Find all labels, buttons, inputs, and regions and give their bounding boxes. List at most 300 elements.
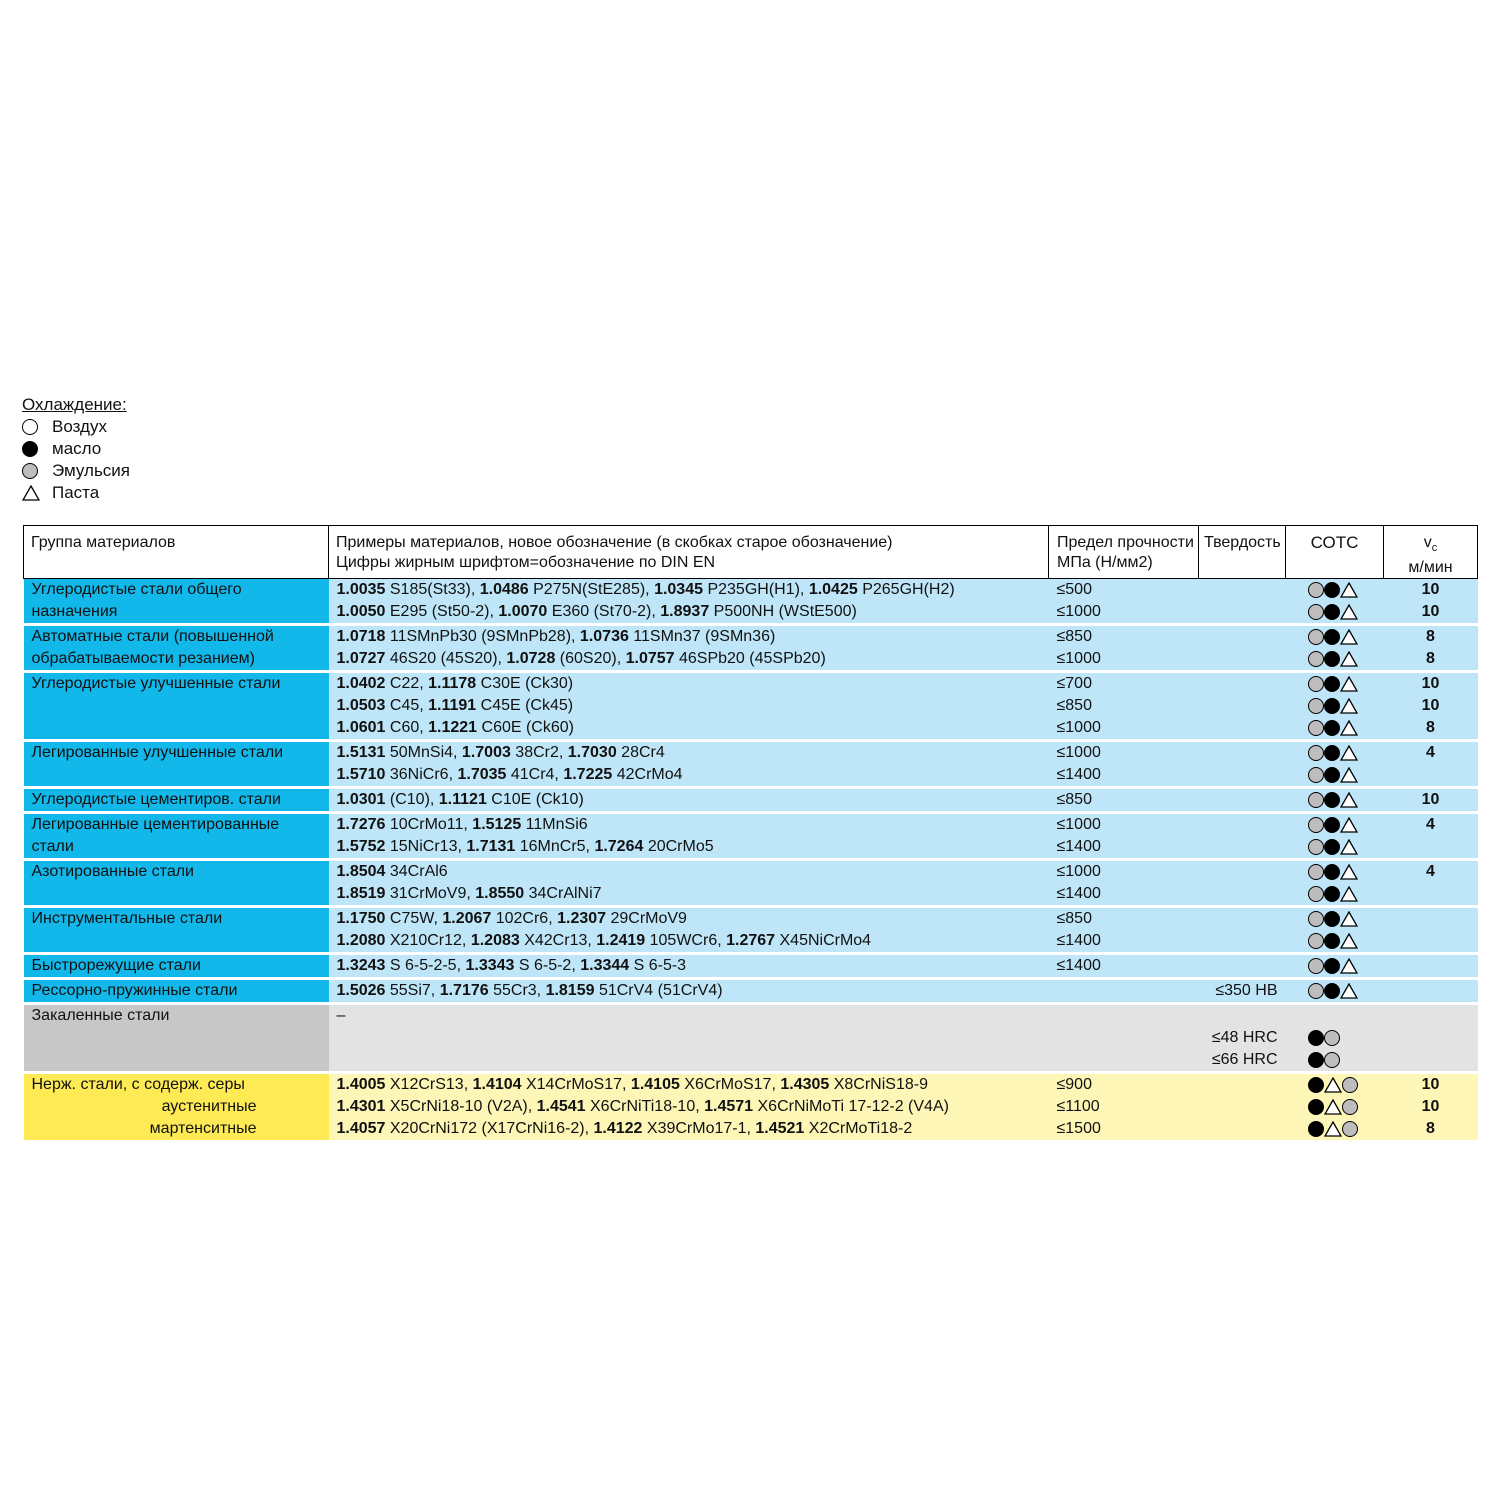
din-number: 1.7176 [439,982,489,1000]
emulsion-icon [1308,864,1324,880]
material-examples [329,742,1049,764]
material-designation: C75W, [385,910,443,928]
cutting-speed: 10 [1384,579,1478,602]
legend-item-emulsion [22,460,130,482]
coolant-symbols [1286,717,1384,739]
din-number: 1.0050 [336,603,386,621]
coolant-symbols [1286,980,1384,1002]
hardness [1199,673,1286,695]
material-designation: 38Cr2, [510,744,568,762]
material-designation: 55Cr3, [488,982,546,1000]
material-designation: X12CrS13, [385,1076,473,1094]
tensile-strength: ≤1000 [1049,814,1199,836]
hardness [1199,930,1286,952]
material-examples [329,836,1049,858]
material-designation: C45E (Ck45) [476,697,574,715]
emulsion-icon [1308,817,1324,833]
cutting-speed: 10 [1384,673,1478,695]
coolant-legend [22,394,130,504]
oil-icon [1324,582,1340,598]
material-designation: 34CrAlNi7 [524,885,602,903]
din-number: 1.5026 [336,982,386,1000]
material-designation: P235GH(H1), [703,581,809,599]
group-name: Закаленные стали [31,1007,170,1025]
material-designation: 28Cr4 [616,744,665,762]
material-examples [329,764,1049,786]
din-number: 1.1191 [428,697,477,715]
table-row [24,955,1478,977]
material-designation: P500NH (WStE500) [709,603,857,621]
tensile-strength [1049,980,1199,1002]
material-examples [329,789,1049,811]
cutting-speed [1384,836,1478,858]
material-designation: X6CrNiMoTi 17-12-2 (V4A) [753,1098,949,1116]
din-number: 1.5125 [472,816,522,834]
tensile-strength: ≤1400 [1049,764,1199,786]
oil-icon [1308,1099,1324,1115]
din-number: 1.4105 [630,1076,680,1094]
din-number: 1.8550 [475,885,525,903]
material-designation: X210Cr12, [385,932,471,950]
din-number: 1.7035 [457,766,507,784]
paste-icon [1340,983,1358,999]
group-name: Рессорно-пружинные стали [31,982,238,1000]
material-group [24,861,329,905]
material-designation: P265GH(H2) [857,581,955,599]
material-designation: E295 (St50-2), [385,603,499,621]
table-row [24,789,1478,811]
material-examples [329,955,1049,977]
material-designation: 16MnCr5, [515,838,595,856]
paste-icon [1340,933,1358,949]
oil-icon [1324,983,1340,999]
material-designation: 29CrMoV9 [606,910,687,928]
din-number: 1.0070 [498,603,548,621]
table-row [24,673,1478,695]
tensile-strength: ≤1000 [1049,861,1199,883]
paste-icon [1340,604,1358,620]
coolant-symbols [1286,1118,1384,1140]
table-row [24,626,1478,648]
paste-icon [1340,886,1358,902]
hardness: ≤350 HB [1199,980,1286,1002]
din-number: 1.3344 [580,957,630,975]
material-designation: X5CrNi18-10 (V2A), [385,1098,537,1116]
material-designation: C60E (Ck60) [477,719,574,737]
din-number: 1.2083 [470,932,520,950]
cutting-speed: 4 [1384,742,1478,764]
emulsion-icon [1308,911,1324,927]
material-designation: 15NiCr13, [385,838,467,856]
material-designation: 34CrAl6 [385,863,448,881]
coolant-symbols [1286,1096,1384,1118]
tensile-strength: ≤1000 [1049,717,1199,739]
din-number: 1.4301 [336,1098,386,1116]
header-coolant: СОТС [1286,526,1384,579]
din-number: 1.8937 [660,603,710,621]
cutting-speed [1384,955,1478,977]
cutting-speed: 8 [1384,626,1478,648]
oil-icon [1324,817,1340,833]
paste-icon [22,485,40,501]
table-header [24,526,1478,579]
din-number: 1.7276 [336,816,386,834]
material-examples [329,1005,1049,1027]
hardness [1199,1096,1286,1118]
din-number: 1.0503 [336,697,386,715]
din-number: 1.3343 [465,957,515,975]
material-group [24,1005,329,1071]
material-designation: S 6-5-2, [514,957,581,975]
din-number: 1.0736 [579,628,629,646]
hardness [1199,883,1286,905]
material-designation: (60S20), [555,650,626,668]
material-designation: (C10), [385,791,439,809]
oil-icon [1308,1121,1324,1137]
material-designation: 10CrMo11, [385,816,473,834]
material-designation: X20CrNi172 (X17CrNi16-2), [385,1120,594,1138]
coolant-symbols [1286,648,1384,670]
coolant-symbols [1286,883,1384,905]
din-number: 1.7003 [461,744,511,762]
din-number: 1.8159 [545,982,595,1000]
din-number: 1.0301 [336,791,386,809]
din-number: 1.0425 [808,581,858,599]
oil-icon [1324,604,1340,620]
paste-icon [1340,582,1358,598]
hardness [1199,626,1286,648]
paste-icon [1324,1121,1342,1137]
paste-icon [1340,720,1358,736]
din-number: 1.4057 [336,1120,386,1138]
air-icon [22,419,38,435]
tensile-strength [1049,1049,1199,1071]
legend-item-paste [22,482,130,504]
material-examples [329,1118,1049,1140]
material-examples [329,883,1049,905]
table-row [24,980,1478,1002]
group-name: Углеродистые цементиров. стали [31,791,281,809]
din-number: 1.7131 [466,838,516,856]
coolant-symbols [1286,789,1384,811]
oil-icon [1324,698,1340,714]
din-number: 1.0486 [479,581,529,599]
emulsion-icon [1308,604,1324,620]
din-number: 1.8504 [336,863,386,881]
material-designation: C30E (Ck30) [476,675,574,693]
group-name: Азотированные стали [31,863,194,881]
emulsion-icon [1308,745,1324,761]
material-designation: C10E (Ck10) [486,791,584,809]
cutting-speed: 4 [1384,814,1478,836]
din-number: 1.1750 [336,910,386,928]
hardness: ≤48 HRC [1199,1027,1286,1049]
tensile-strength: ≤700 [1049,673,1199,695]
group-name: Нерж. стали, с содерж. серы [31,1076,245,1094]
header-group: Группа материалов [24,526,329,579]
table-row [24,1074,1478,1096]
material-designation: X39CrMo17-1, [642,1120,756,1138]
material-designation: S185(St33), [385,581,480,599]
din-number: 1.4541 [536,1098,586,1116]
oil-icon [1324,651,1340,667]
din-number: 1.2307 [557,910,607,928]
paste-icon [1340,792,1358,808]
din-number: 1.5131 [336,744,386,762]
group-name: Инструментальные стали [31,910,223,928]
material-examples [329,861,1049,883]
din-number: 1.2080 [336,932,386,950]
group-subname: аустенитные [161,1098,257,1116]
material-designation: 36NiCr6, [385,766,458,784]
din-number: 1.7030 [567,744,617,762]
hardness [1199,908,1286,930]
paste-icon [1340,745,1358,761]
tensile-strength: ≤1100 [1049,1096,1199,1118]
paste-icon [1324,1099,1342,1115]
cutting-speed [1384,1005,1478,1027]
table-row [24,814,1478,836]
oil-icon [1324,839,1340,855]
emulsion-icon [1308,582,1324,598]
hardness [1199,955,1286,977]
din-number: 1.4122 [593,1120,643,1138]
material-designation: X6CrMoS17, [679,1076,781,1094]
din-number: 1.2767 [726,932,776,950]
header-vc: $v_c$ м/мин [1384,526,1478,579]
coolant-symbols [1286,908,1384,930]
legend-symbol [22,419,52,435]
material-group [24,814,329,858]
material-designation: 46S20 (45S20), [385,650,507,668]
tensile-strength [1049,1027,1199,1049]
emulsion-icon [1342,1099,1358,1115]
coolant-symbols [1286,579,1384,602]
coolant-symbols [1286,742,1384,764]
legend-item-oil [22,438,130,460]
material-group [24,908,329,952]
header-examples: Примеры материалов, новое обозначение (в скобках старое обозначение) Цифры жирным шрифтом=обозначение по DIN EN [329,526,1049,579]
material-designation: C60, [385,719,429,737]
oil-icon [1324,767,1340,783]
oil-icon [1324,958,1340,974]
legend-label: Паста [52,483,100,502]
table-row [24,861,1478,883]
tensile-strength: ≤900 [1049,1074,1199,1096]
din-number: 1.8519 [336,885,386,903]
material-designation: X14CrMoS17, [521,1076,631,1094]
material-designation: X2CrMoTi18-2 [804,1120,913,1138]
cutting-speed: 8 [1384,1118,1478,1140]
header-strength: Предел прочности МПа (Н/мм2) [1049,526,1199,579]
material-designation: 105WCr6, [645,932,727,950]
material-designation: X45NiCrMo4 [775,932,872,950]
din-number: 1.4104 [472,1076,522,1094]
emulsion-icon [1308,886,1324,902]
material-designation: C45, [385,697,429,715]
emulsion-icon [1308,676,1324,692]
material-examples [329,717,1049,739]
material-examples [329,1049,1049,1071]
din-number: 1.0601 [336,719,386,737]
paste-icon [1340,839,1358,855]
table-row [24,908,1478,930]
cutting-speed: 8 [1384,648,1478,670]
legend-label: Эмульсия [52,461,131,480]
tensile-strength: ≤500 [1049,579,1199,602]
material-designation: P275N(StE285), [528,581,655,599]
material-examples [329,980,1049,1002]
oil-icon [1324,792,1340,808]
group-name: Легированные цементированные стали [31,816,280,856]
material-examples [329,695,1049,717]
table-row [24,579,1478,602]
emulsion-icon [1308,720,1324,736]
tensile-strength: ≤1000 [1049,601,1199,623]
material-examples [329,908,1049,930]
emulsion-icon [1308,767,1324,783]
oil-icon [1308,1052,1324,1068]
material-designation: 11MnSi6 [521,816,588,834]
material-designation: – [336,1007,346,1025]
material-examples [329,1074,1049,1096]
din-number: 1.0345 [654,581,703,599]
paste-icon [1340,911,1358,927]
tensile-strength: ≤850 [1049,908,1199,930]
cutting-speed [1384,908,1478,930]
material-examples [329,673,1049,695]
emulsion-icon [1308,792,1324,808]
material-group [24,626,329,670]
paste-icon [1340,676,1358,692]
tensile-strength: ≤1000 [1049,648,1199,670]
din-number: 1.1178 [428,675,477,693]
tensile-strength: ≤1400 [1049,883,1199,905]
material-designation: S 6-5-2-5, [385,957,466,975]
coolant-symbols [1286,764,1384,786]
oil-icon [1324,676,1340,692]
legend-title: Охлаждение: [22,395,127,414]
group-name: Автоматные стали (повышенной обрабатываемости резанием) [31,628,274,668]
emulsion-icon [1342,1077,1358,1093]
emulsion-icon [1324,1052,1340,1068]
emulsion-icon [1308,629,1324,645]
hardness [1199,648,1286,670]
tensile-strength: ≤1500 [1049,1118,1199,1140]
coolant-symbols [1286,814,1384,836]
din-number: 1.7225 [563,766,613,784]
din-number: 1.3243 [336,957,386,975]
coolant-symbols [1286,930,1384,952]
cutting-speed [1384,1027,1478,1049]
din-number: 1.5752 [336,838,386,856]
header-hardness: Твердость [1199,526,1286,579]
material-examples [329,814,1049,836]
emulsion-icon [1308,839,1324,855]
oil-icon [22,441,38,457]
material-examples [329,626,1049,648]
paste-icon [1324,1077,1342,1093]
hardness [1199,861,1286,883]
group-name: Быстрорежущие стали [31,957,201,975]
material-designation: 46SPb20 (45SPb20) [674,650,826,668]
material-examples [329,1096,1049,1118]
paste-icon [1340,958,1358,974]
cutting-speed [1384,883,1478,905]
hardness [1199,836,1286,858]
cutting-speed [1384,930,1478,952]
coolant-symbols [1286,626,1384,648]
material-designation: 55Si7, [385,982,440,1000]
coolant-symbols [1286,1049,1384,1071]
material-examples [329,1027,1049,1049]
coolant-symbols [1286,836,1384,858]
paste-icon [1340,817,1358,833]
material-designation: E360 (St70-2), [547,603,661,621]
material-examples [329,579,1049,602]
din-number: 1.2067 [442,910,492,928]
hardness [1199,1005,1286,1027]
hardness [1199,1074,1286,1096]
coolant-symbols [1286,601,1384,623]
material-group [24,789,329,811]
legend-symbol [22,485,52,501]
oil-icon [1324,864,1340,880]
oil-icon [1324,745,1340,761]
emulsion-icon [1308,698,1324,714]
coolant-symbols [1286,955,1384,977]
material-examples [329,930,1049,952]
tensile-strength: ≤1400 [1049,955,1199,977]
material-group [24,579,329,624]
material-designation: 102Cr6, [491,910,558,928]
cutting-speed [1384,1049,1478,1071]
tensile-strength: ≤850 [1049,626,1199,648]
paste-icon [1340,864,1358,880]
cutting-speed: 10 [1384,695,1478,717]
material-designation: X8CrNiS18-9 [829,1076,928,1094]
material-group [24,742,329,786]
material-group [24,673,329,739]
emulsion-icon [1308,983,1324,999]
din-number: 1.4571 [704,1098,754,1116]
cutting-speed [1384,764,1478,786]
din-number: 1.0757 [625,650,675,668]
din-number: 1.4005 [336,1076,386,1094]
din-number: 1.7264 [594,838,644,856]
oil-icon [1308,1077,1324,1093]
din-number: 1.0035 [336,581,386,599]
cutting-speed: 10 [1384,1074,1478,1096]
material-designation: X6CrNiTi18-10, [585,1098,705,1116]
din-number: 1.1121 [438,791,487,809]
material-group [24,980,329,1002]
tensile-strength: ≤1400 [1049,930,1199,952]
hardness [1199,742,1286,764]
cutting-speed: 8 [1384,717,1478,739]
cutting-speed [1384,980,1478,1002]
oil-icon [1324,720,1340,736]
din-number: 1.0402 [336,675,386,693]
paste-icon [1340,767,1358,783]
tensile-strength: ≤850 [1049,789,1199,811]
material-group [24,955,329,977]
oil-icon [1324,933,1340,949]
cutting-speed: 10 [1384,1096,1478,1118]
hardness: ≤66 HRC [1199,1049,1286,1071]
cutting-speed: 4 [1384,861,1478,883]
material-designation: 51CrV4 (51CrV4) [594,982,723,1000]
